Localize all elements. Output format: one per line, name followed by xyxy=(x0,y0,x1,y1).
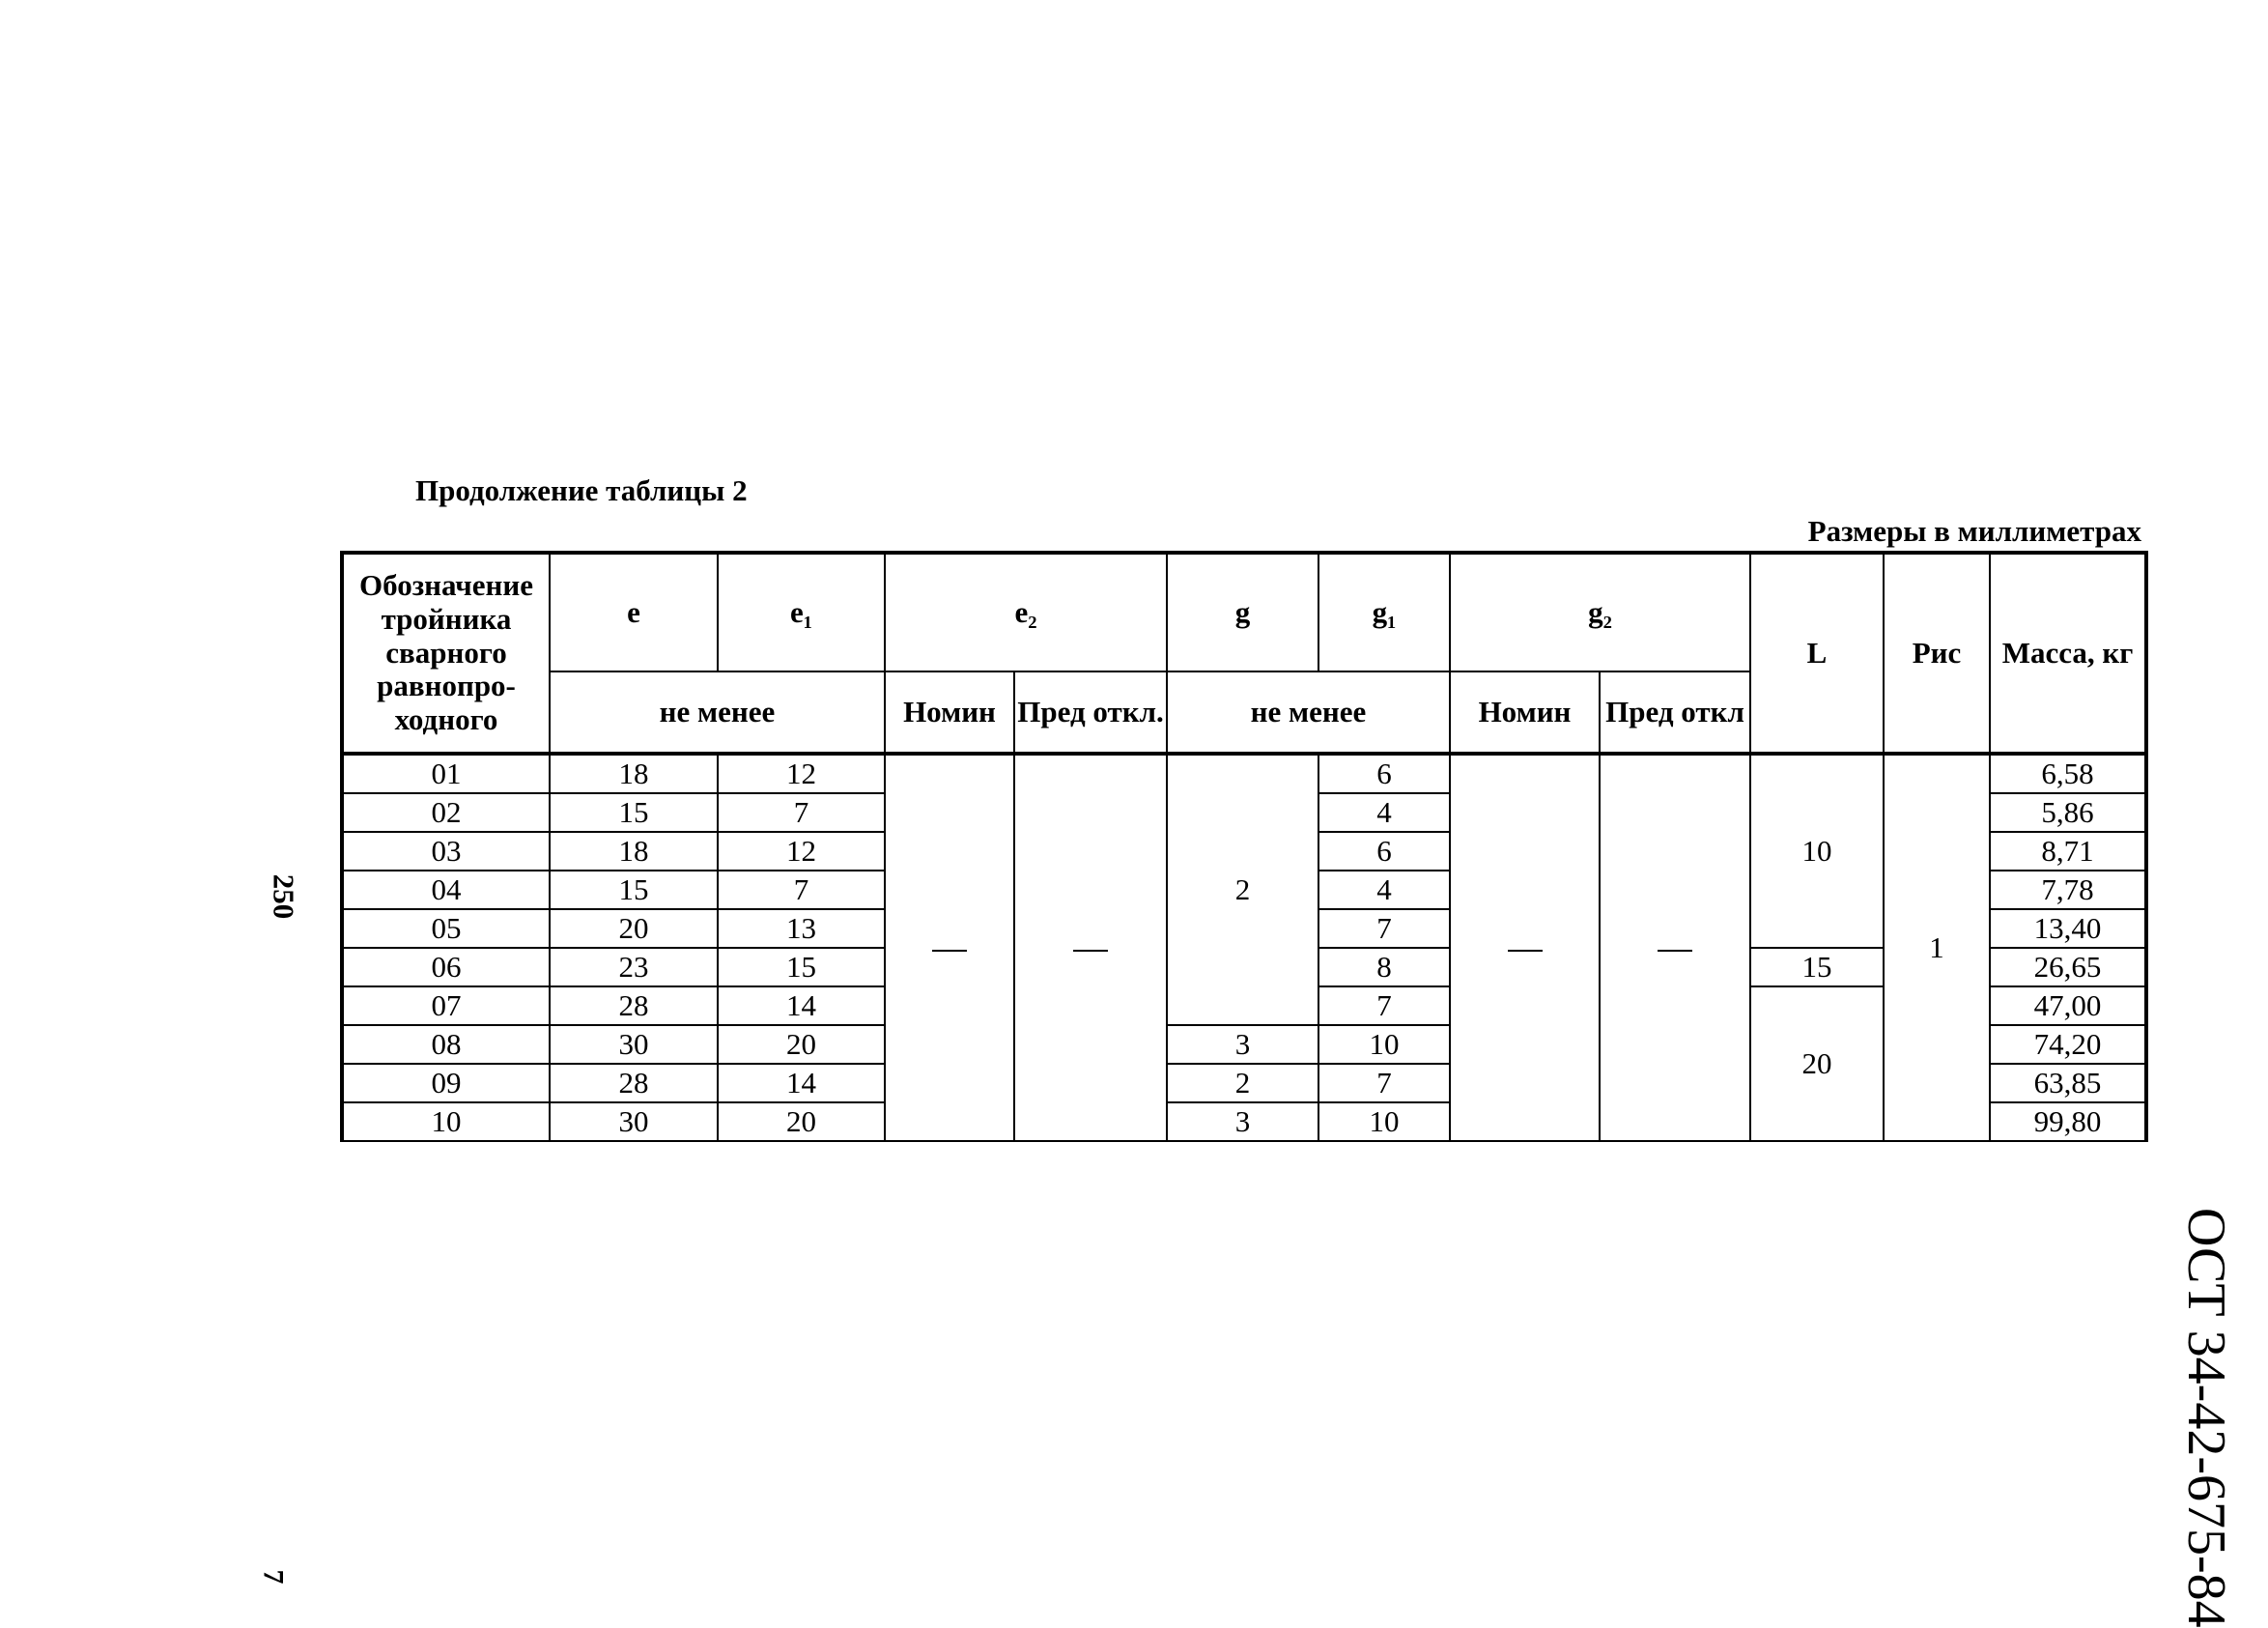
cell-id: 07 xyxy=(342,986,550,1025)
cell-g1: 4 xyxy=(1318,871,1450,909)
cell-id: 01 xyxy=(342,754,550,793)
cell-e1: 7 xyxy=(718,793,885,832)
cell-g1: 10 xyxy=(1318,1102,1450,1141)
cell-id: 03 xyxy=(342,832,550,871)
dash-mark xyxy=(1073,950,1108,952)
cell-g1: 6 xyxy=(1318,832,1450,871)
cell-mass: 63,85 xyxy=(1990,1064,2146,1102)
header-e2: e₂ xyxy=(885,553,1167,671)
cell-e1: 15 xyxy=(718,948,885,986)
cell-g2-dev xyxy=(1600,754,1750,1141)
page-number: 250 xyxy=(267,873,301,920)
cell-mass: 99,80 xyxy=(1990,1102,2146,1141)
cell-g: 2 xyxy=(1167,1064,1318,1102)
cell-g1: 7 xyxy=(1318,986,1450,1025)
header-g2: g₂ xyxy=(1450,553,1750,671)
cell-id: 05 xyxy=(342,909,550,948)
cell-mass: 47,00 xyxy=(1990,986,2146,1025)
header-g: g xyxy=(1167,553,1318,671)
cell-L-merged: 20 xyxy=(1750,986,1884,1141)
cell-e: 15 xyxy=(550,871,718,909)
cell-id: 09 xyxy=(342,1064,550,1102)
cell-mass: 5,86 xyxy=(1990,793,2146,832)
cell-g-merged: 2 xyxy=(1167,754,1318,1025)
cell-e: 18 xyxy=(550,832,718,871)
header-L: L xyxy=(1750,553,1884,754)
units-note: Размеры в миллиметрах xyxy=(1807,514,2141,548)
cell-e: 30 xyxy=(550,1025,718,1064)
document-code: ОСТ 34-42-675-84 xyxy=(2176,1208,2236,1628)
page-mark: 7 xyxy=(257,1569,290,1585)
cell-e: 18 xyxy=(550,754,718,793)
cell-e1: 12 xyxy=(718,754,885,793)
table-row xyxy=(342,754,2146,793)
header-min-e: не менее xyxy=(550,671,885,754)
header-dev-g2: Пред откл xyxy=(1600,671,1750,754)
table-caption: Продолжение таблицы 2 xyxy=(415,473,748,507)
cell-g2-nom xyxy=(1450,754,1600,1141)
spec-table xyxy=(340,551,2148,1142)
header-mass: Масса, кг xyxy=(1990,553,2146,754)
cell-id: 10 xyxy=(342,1102,550,1141)
header-e1: e₁ xyxy=(718,553,885,671)
cell-e2-dev xyxy=(1014,754,1167,1141)
cell-e1: 14 xyxy=(718,986,885,1025)
cell-g1: 6 xyxy=(1318,754,1450,793)
cell-e1: 20 xyxy=(718,1025,885,1064)
header-min-g: не менее xyxy=(1167,671,1450,754)
header-fig: Рис xyxy=(1884,553,1990,754)
cell-fig-merged: 1 xyxy=(1884,754,1990,1141)
cell-e1: 12 xyxy=(718,832,885,871)
header-e: e xyxy=(550,553,718,671)
cell-e: 28 xyxy=(550,986,718,1025)
cell-e2-nom xyxy=(885,754,1014,1141)
cell-id: 08 xyxy=(342,1025,550,1064)
header-nom-e2: Номин xyxy=(885,671,1014,754)
cell-e1: 14 xyxy=(718,1064,885,1102)
header-g1: g₁ xyxy=(1318,553,1450,671)
header-nom-g2: Номин xyxy=(1450,671,1600,754)
cell-mass: 74,20 xyxy=(1990,1025,2146,1064)
cell-e: 28 xyxy=(550,1064,718,1102)
cell-e1: 7 xyxy=(718,871,885,909)
dash-mark xyxy=(1658,950,1692,952)
cell-e1: 13 xyxy=(718,909,885,948)
cell-g: 3 xyxy=(1167,1102,1318,1141)
cell-mass: 8,71 xyxy=(1990,832,2146,871)
cell-L-merged: 10 xyxy=(1750,754,1884,948)
cell-e: 15 xyxy=(550,793,718,832)
cell-e: 20 xyxy=(550,909,718,948)
cell-id: 02 xyxy=(342,793,550,832)
cell-e: 23 xyxy=(550,948,718,986)
header-dev-e2: Пред откл. xyxy=(1014,671,1167,754)
cell-L: 15 xyxy=(1750,948,1884,986)
cell-g1: 8 xyxy=(1318,948,1450,986)
cell-e1: 20 xyxy=(718,1102,885,1141)
cell-id: 04 xyxy=(342,871,550,909)
cell-g1: 7 xyxy=(1318,1064,1450,1102)
dash-mark xyxy=(932,950,967,952)
cell-mass: 13,40 xyxy=(1990,909,2146,948)
cell-mass: 6,58 xyxy=(1990,754,2146,793)
header-designation: Обозначение тройника сварного равнопро- ходного xyxy=(342,553,550,754)
cell-g1: 10 xyxy=(1318,1025,1450,1064)
dash-mark xyxy=(1508,950,1543,952)
cell-g1: 7 xyxy=(1318,909,1450,948)
cell-g1: 4 xyxy=(1318,793,1450,832)
cell-e: 30 xyxy=(550,1102,718,1141)
cell-mass: 26,65 xyxy=(1990,948,2146,986)
cell-g: 3 xyxy=(1167,1025,1318,1064)
cell-id: 06 xyxy=(342,948,550,986)
cell-mass: 7,78 xyxy=(1990,871,2146,909)
